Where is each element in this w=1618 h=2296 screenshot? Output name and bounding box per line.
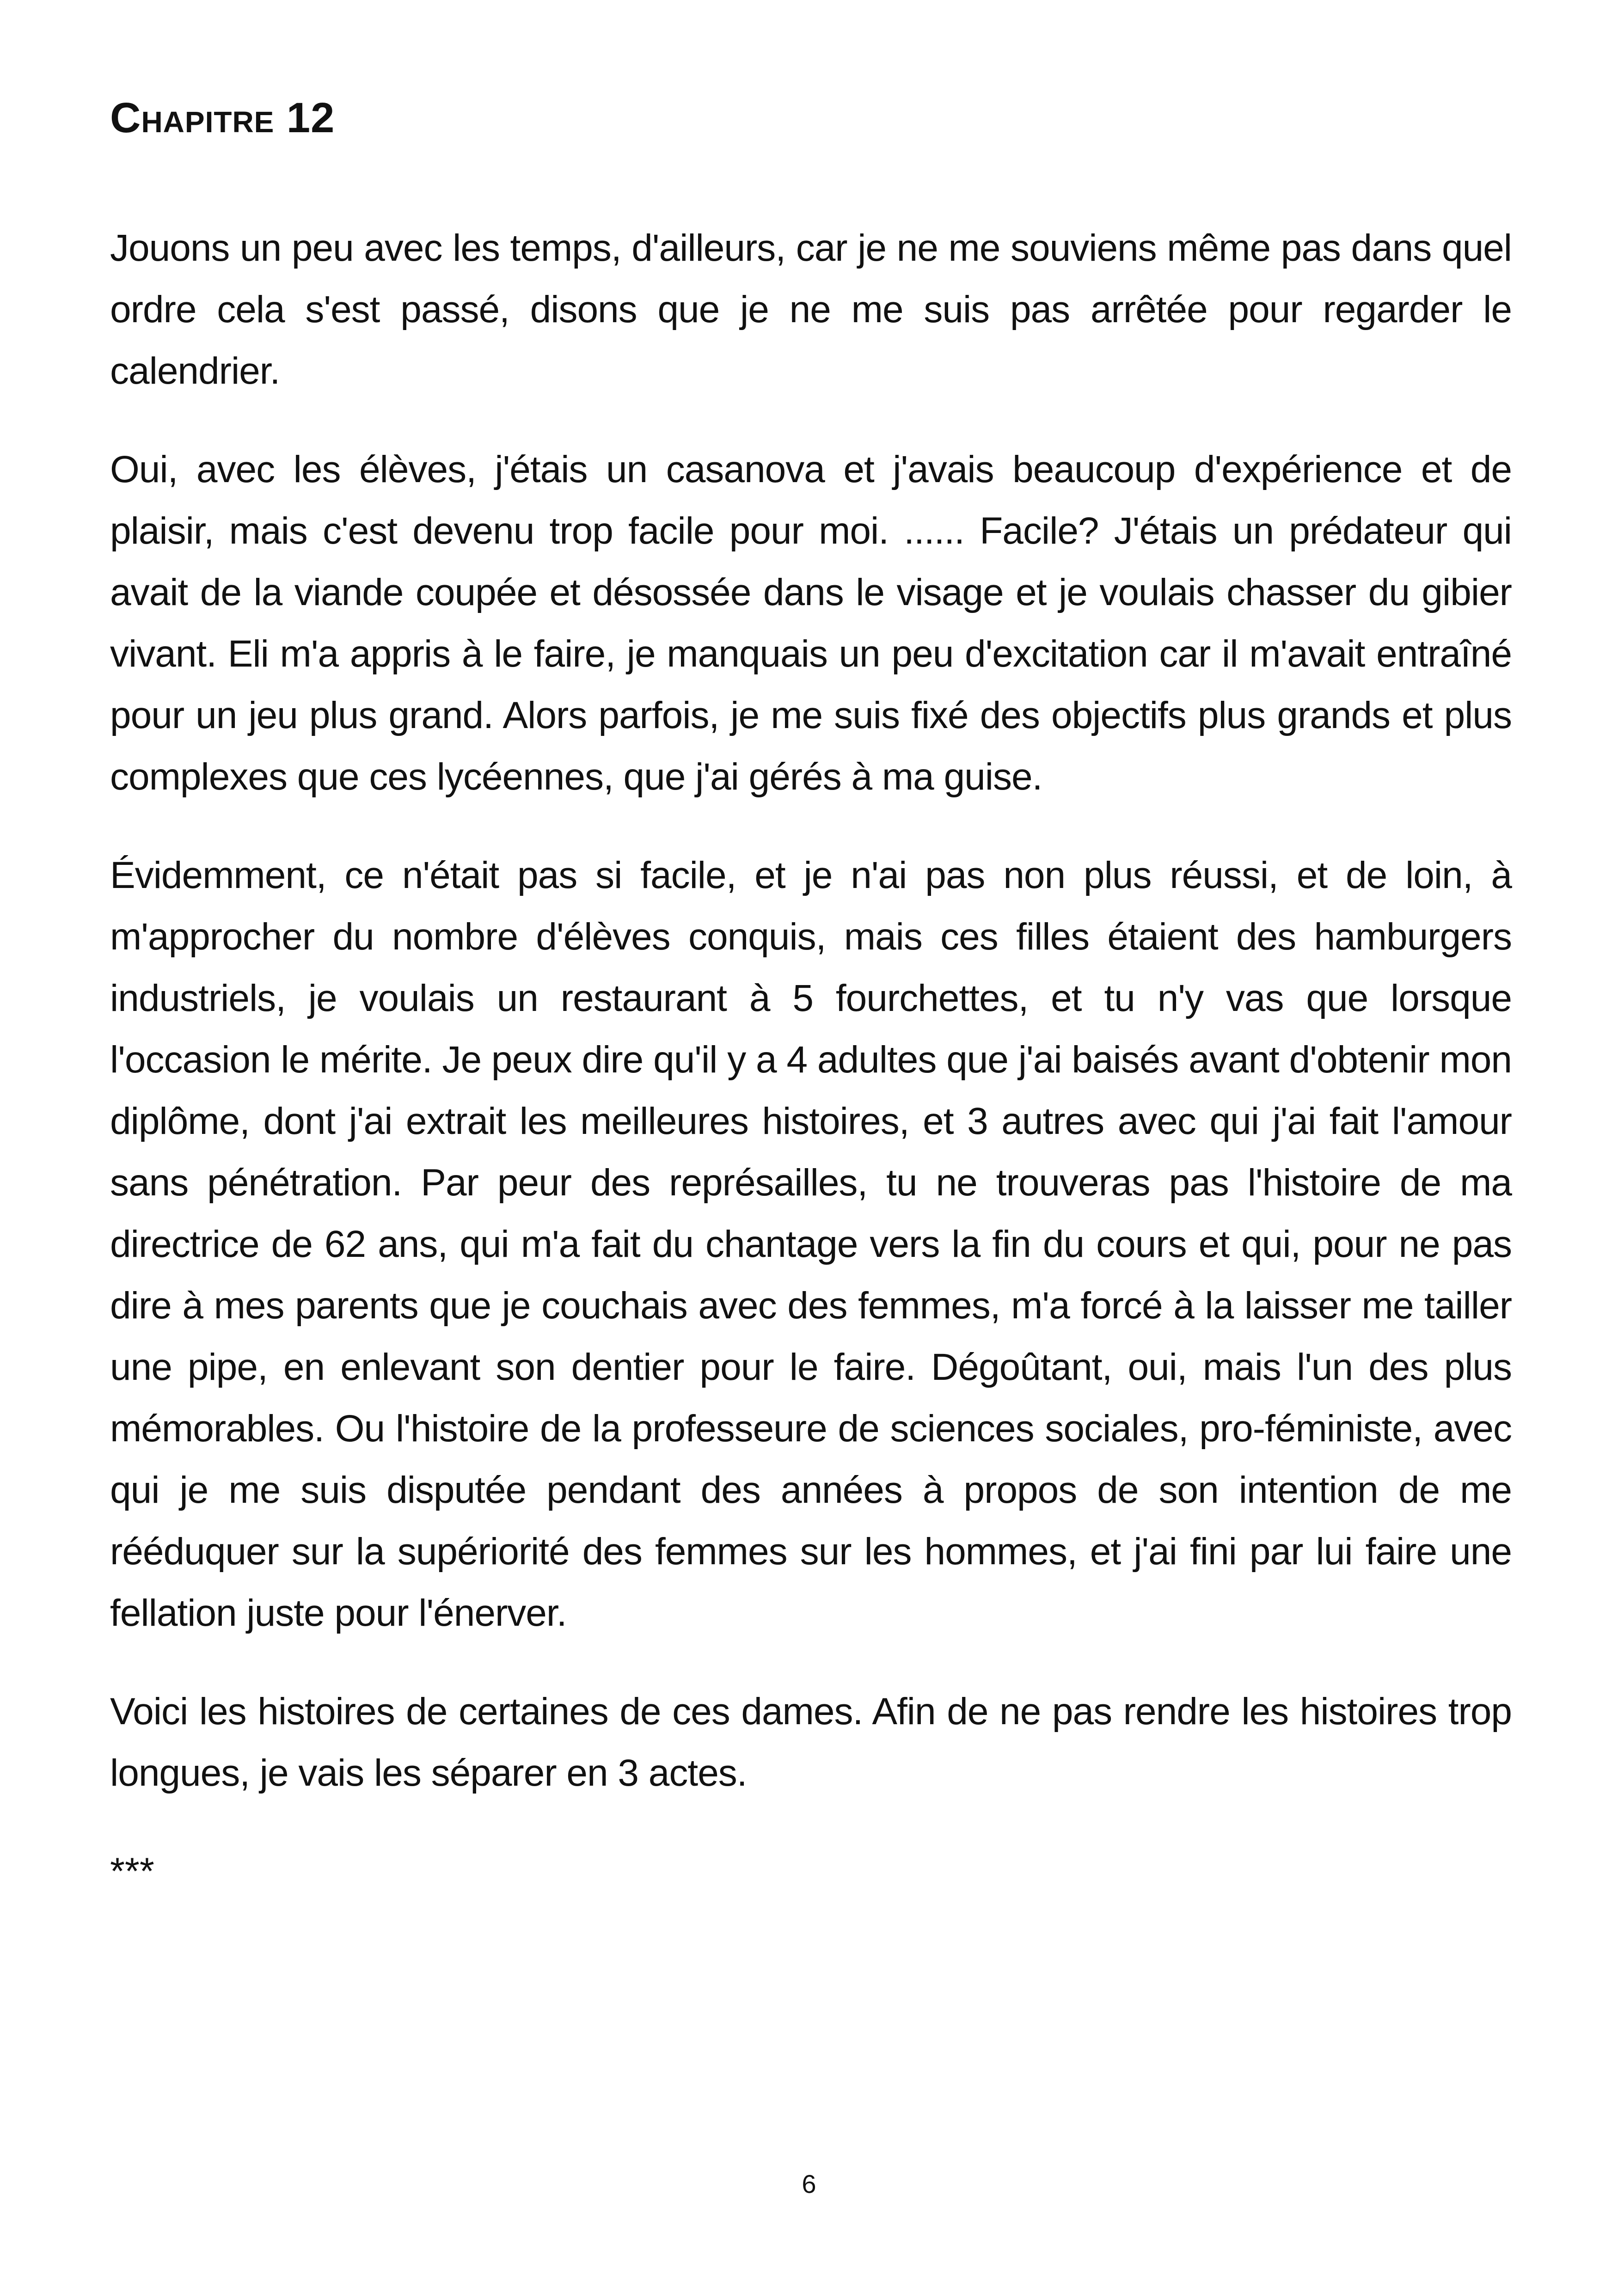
paragraph-3: Évidemment, ce n'était pas si facile, et je n'ai pas non plus réussi, et de loin, à m'approcher du nombre d'élèves conquis, mais ces filles étaient des hamburgers industriels, je voulais un restaurant à 5 fourchettes, et tu n'y vas que lorsque l'occasion le mérite. Je peux dire qu'il y a 4 adultes que j'ai baisés avant d'obtenir mon diplôme, dont j'ai extrait les meilleures histoires, et 3 autres avec qui j'ai fait l'amour sans pénétration. Par peur des représailles, tu ne trouveras pas l'histoire de ma directrice de 62 ans, qui m'a fait du chantage vers la fin du cours et qui, pour ne pas dire à mes parents que je couchais avec des femmes, m'a forcé à la laisser me tailler une pipe, en enlevant son dentier pour le faire. Dégoûtant, oui, mais l'un des plus mémorables. Ou l'histoire de la professeure de sciences sociales, pro-féministe, avec qui je me suis disputée pendant des années à propos de son intention de me rééduquer sur la supériorité des femmes sur les hommes, et j'ai fini par lui faire une fellation juste pour l'énerver. (110, 854, 1512, 1634)
paragraph-2: Oui, avec les élèves, j'étais un casanova et j'avais beaucoup d'expérience et de plaisir, mais c'est devenu trop facile pour moi. ...... Facile? J'étais un prédateur qui avait de la viande coupée et désossée dans le visage et je voulais chasser du gibier vivant. Eli m'a appris à le faire, je manquais un peu d'excitation car il m'avait entraîné pour un jeu plus grand. Alors parfois, je me suis fixé des objectifs plus grands et plus complexes que ces lycéennes, que j'ai gérés à ma guise. (110, 448, 1512, 798)
paragraph-1: Jouons un peu avec les temps, d'ailleurs, car je ne me souviens même pas dans quel ordre cela s'est passé, disons que je ne me suis pas arrêtée pour regarder le calendrier. (110, 227, 1512, 392)
page-number: 6 (802, 2169, 816, 2198)
paragraph-4: Voici les histoires de certaines de ces dames. Afin de ne pas rendre les histoires trop longues, je vais les séparer en 3 actes. (110, 1690, 1512, 1794)
chapter-title: Chapitre 12 (110, 94, 335, 141)
page-body (110, 88, 1512, 1902)
section-separator: *** (110, 1850, 154, 1892)
